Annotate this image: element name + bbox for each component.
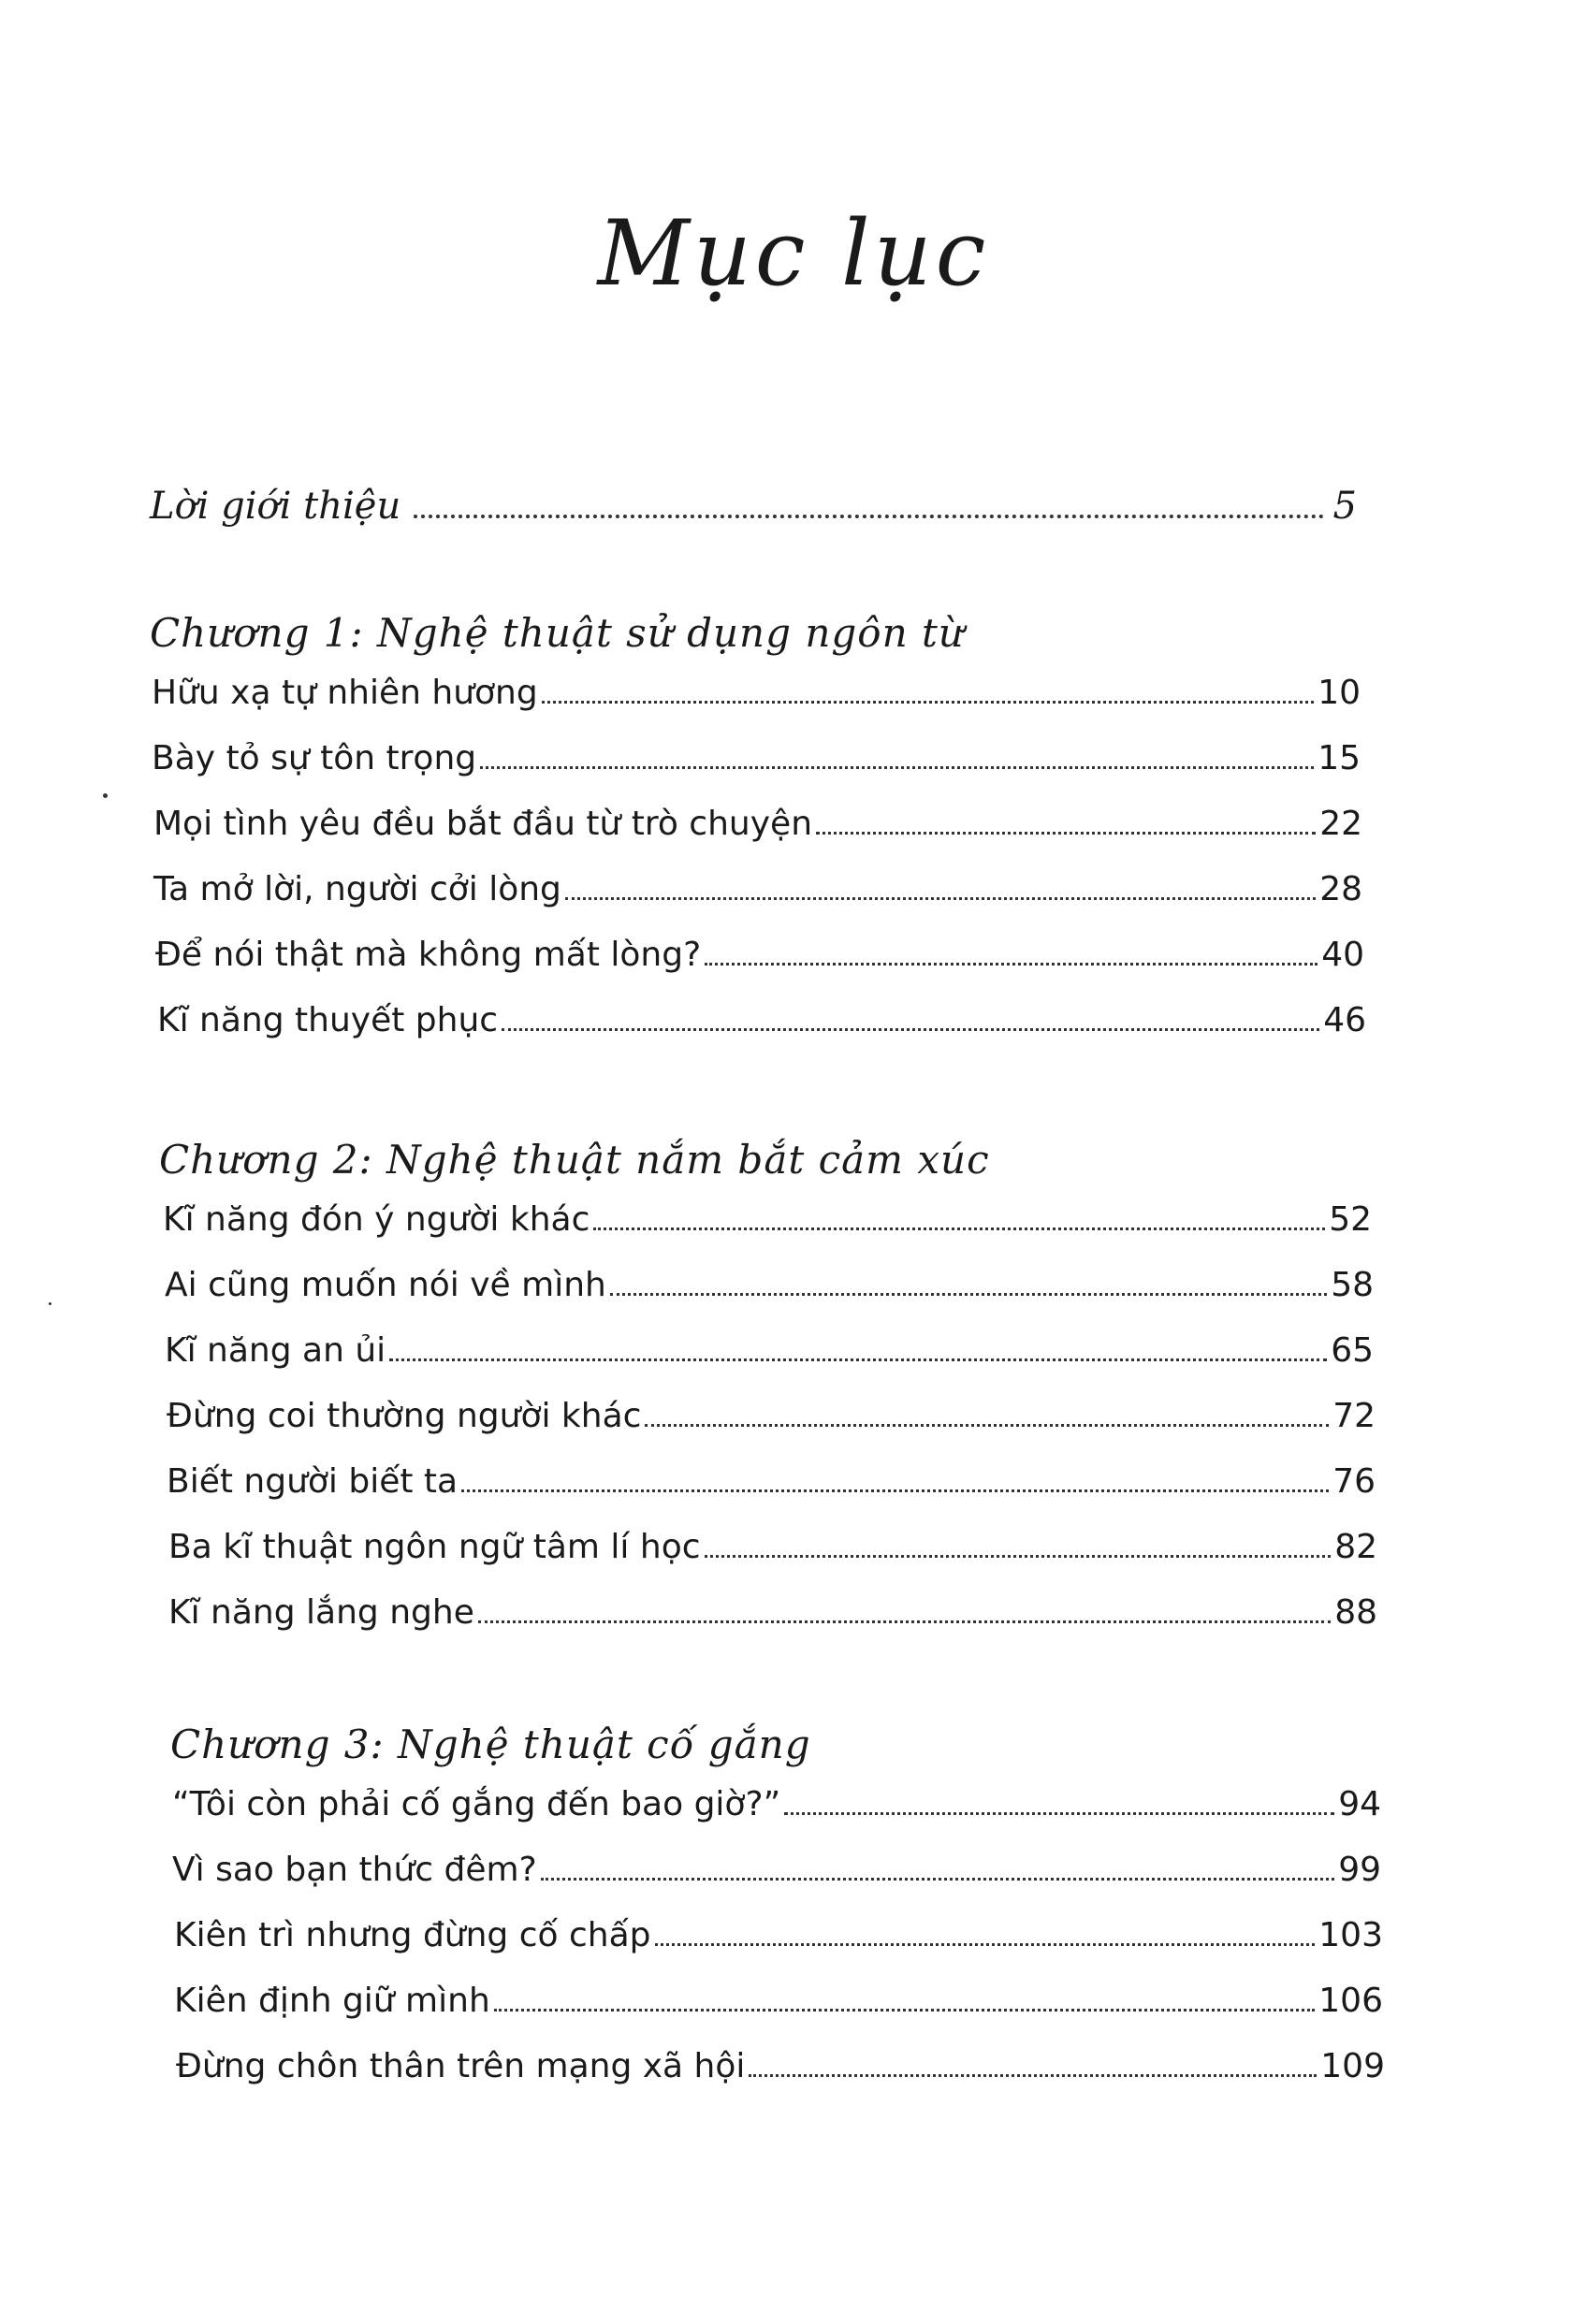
toc-entry-page: 82 [1334, 1528, 1377, 1566]
toc-entry-page: 46 [1323, 1001, 1366, 1039]
toc-entry-page: 94 [1338, 1785, 1381, 1823]
dot-leader [610, 1293, 1327, 1296]
dot-leader [816, 832, 1316, 835]
dot-leader [784, 1812, 1334, 1815]
dot-leader [705, 963, 1318, 966]
toc-entry-page: 65 [1331, 1331, 1374, 1370]
toc-entry-page: 72 [1332, 1397, 1376, 1435]
toc-entry[interactable] [165, 1266, 1374, 1318]
toc-entry-page: 22 [1319, 805, 1362, 843]
toc-entry-page: 109 [1320, 2047, 1385, 2085]
toc-entry[interactable] [174, 1916, 1383, 1968]
dot-leader [593, 1227, 1325, 1230]
toc-entry-label: Kiên trì nhưng đừng cố chấp [174, 1916, 651, 1954]
toc-entry-label: Kiên định giữ mình [174, 1982, 490, 2020]
dot-leader [542, 701, 1314, 704]
toc-entry-page: 88 [1334, 1593, 1377, 1632]
dot-leader [645, 1424, 1329, 1427]
toc-entry[interactable] [165, 1331, 1374, 1384]
toc-entry-page: 5 [1332, 485, 1357, 528]
toc-entry[interactable] [167, 1462, 1376, 1515]
toc-entry-page: 52 [1329, 1200, 1372, 1239]
toc-entry[interactable] [176, 2047, 1385, 2099]
toc-entry[interactable] [152, 674, 1361, 726]
toc-entry[interactable] [168, 1528, 1377, 1580]
toc-entry-page: 106 [1318, 1982, 1383, 2020]
chapter-2-heading[interactable]: Chương 2: Nghệ thuật nắm bắt cảm xúc [159, 1137, 990, 1183]
toc-entry-label: Vì sao bạn thức đêm? [172, 1851, 537, 1889]
dot-leader [565, 897, 1316, 900]
toc-entry-label: “Tôi còn phải cố gắng đến bao giờ?” [172, 1785, 781, 1823]
dot-leader [749, 2074, 1317, 2077]
chapter-1-heading[interactable]: Chương 1: Nghệ thuật sử dụng ngôn từ [150, 610, 965, 656]
dot-leader [461, 1489, 1329, 1492]
toc-entry-label: Ba kĩ thuật ngôn ngữ tâm lí học [168, 1528, 701, 1566]
dot-leader [502, 1028, 1319, 1031]
toc-entry[interactable] [157, 1001, 1366, 1053]
toc-entry-page: 10 [1318, 674, 1361, 712]
toc-entry[interactable] [152, 739, 1361, 792]
dot-leader [494, 2009, 1316, 2012]
toc-entry-label: Mọi tình yêu đều bắt đầu từ trò chuyện [153, 805, 813, 843]
print-speck [49, 1302, 51, 1305]
toc-entry[interactable] [153, 870, 1362, 922]
toc-entry-label: Biết người biết ta [167, 1462, 459, 1501]
toc-entry-label: Đừng coi thường người khác [167, 1397, 642, 1435]
dot-leader [655, 1943, 1316, 1946]
toc-entry-page: 76 [1332, 1462, 1376, 1501]
toc-entry-label: Kĩ năng an ủi [165, 1331, 386, 1370]
toc-entry[interactable] [172, 1851, 1381, 1903]
toc-entry-page: 103 [1318, 1916, 1383, 1954]
toc-entry-label: Đừng chôn thân trên mạng xã hội [176, 2047, 746, 2085]
toc-entry-page: 99 [1338, 1851, 1381, 1889]
chapter-3-heading[interactable]: Chương 3: Nghệ thuật cố gắng [170, 1721, 811, 1767]
toc-intro-entry[interactable] [150, 485, 1357, 528]
toc-entry[interactable] [153, 805, 1362, 857]
toc-entry-label: Lời giới thiệu [150, 485, 401, 528]
dot-leader [541, 1878, 1334, 1881]
dot-leader [480, 766, 1314, 769]
toc-entry-label: Kĩ năng lắng nghe [168, 1593, 474, 1632]
toc-entry-label: Ai cũng muốn nói về mình [165, 1266, 606, 1304]
toc-entry[interactable] [168, 1593, 1377, 1646]
toc-entry-label: Kĩ năng đón ý người khác [163, 1200, 590, 1239]
page-title: Mục lục [597, 201, 990, 306]
toc-entry[interactable] [163, 1200, 1372, 1253]
dot-leader [414, 515, 1323, 518]
toc-entry[interactable] [174, 1982, 1383, 2034]
toc-entry-page: 40 [1321, 936, 1364, 974]
print-speck [103, 793, 108, 798]
toc-entry-label: Kĩ năng thuyết phục [157, 1001, 499, 1039]
toc-entry[interactable] [167, 1397, 1376, 1449]
toc-entry[interactable] [172, 1785, 1381, 1837]
toc-entry-label: Hữu xạ tự nhiên hương [152, 674, 538, 712]
toc-entry-label: Bày tỏ sự tôn trọng [152, 739, 477, 777]
dot-leader [705, 1555, 1332, 1558]
toc-entry[interactable] [155, 936, 1364, 988]
toc-entry-page: 58 [1331, 1266, 1374, 1304]
dot-leader [478, 1620, 1331, 1623]
toc-entry-label: Để nói thật mà không mất lòng? [155, 936, 702, 974]
dot-leader [389, 1358, 1327, 1361]
toc-entry-label: Ta mở lời, người cởi lòng [153, 870, 561, 908]
toc-entry-page: 28 [1319, 870, 1362, 908]
toc-entry-page: 15 [1318, 739, 1361, 777]
